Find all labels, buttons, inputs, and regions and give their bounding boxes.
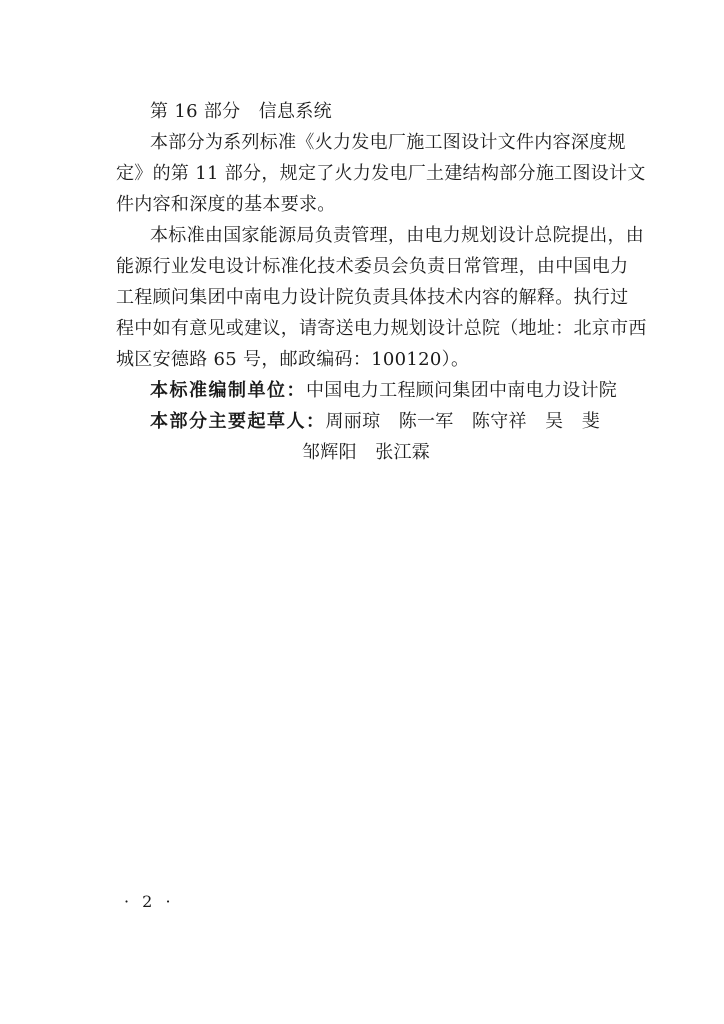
drafters <box>116 406 624 437</box>
compiling-unit-value: 中国电力工程顾问集团中南电力设计院 <box>306 380 618 401</box>
paragraph-line: 件内容和深度的基本要求。 <box>116 194 336 215</box>
paragraph-line: 城区安德路 65 号，邮政编码：100120）。 <box>116 349 470 370</box>
paragraph-line: 能源行业发电设计标准化技术委员会负责日常管理，由中国电力 <box>116 256 629 277</box>
paragraph-line: 程中如有意见或建议，请寄送电力规划设计总院（地址：北京市西 <box>116 318 647 339</box>
paragraph-line: 工程顾问集团中南电力设计院负责具体技术内容的解释。执行过 <box>116 287 629 308</box>
compiling-unit <box>116 375 624 406</box>
paragraph-scope <box>116 127 646 220</box>
page-number: · 2 · <box>124 892 175 911</box>
paragraph-management <box>116 220 647 375</box>
paragraph-line: 定》的第 11 部分，规定了火力发电厂土建结构部分施工图设计文 <box>116 163 646 184</box>
drafters-names-line2: 邹辉阳 张江霖 <box>302 442 431 463</box>
paragraph-line: 本标准由国家能源局负责管理，由电力规划设计总院提出，由 <box>150 225 645 246</box>
drafters-label: 本部分主要起草人： <box>150 411 326 432</box>
paragraph-line: 本部分为系列标准《火力发电厂施工图设计文件内容深度规 <box>150 132 626 153</box>
document-body <box>116 96 647 468</box>
section-heading: 第 16 部分 信息系统 <box>150 101 332 122</box>
drafters-names-line1: 周丽琼 陈一军 陈守祥 吴 斐 <box>325 411 600 432</box>
compiling-unit-label: 本标准编制单位： <box>150 380 306 401</box>
